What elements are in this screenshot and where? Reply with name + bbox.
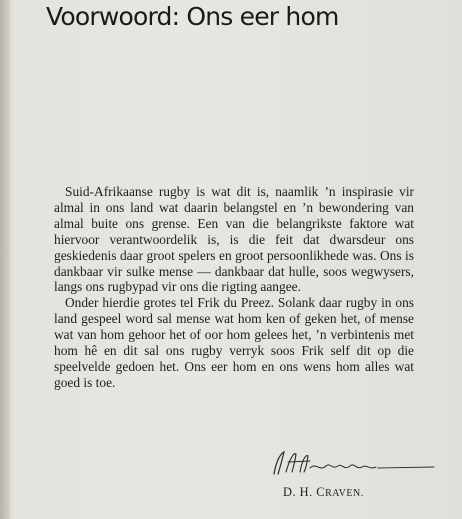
page-gutter — [0, 0, 10, 519]
signatory-name-rest: RAVEN. — [325, 488, 364, 499]
signatory-name-initials: D. H. C — [283, 485, 326, 499]
paragraph-2: Onder hierdie grotes tel Frik du Preez. Solank daar rugby in ons land gespeel word sal mense wat hom ken of geken het, of mense wat van hom gehoor het of oor hom gelees het, ’n verbintenis met hom hê en dit sal ons rugby verryk soos Frik self dit op die speelvelde gedoen het. Ons eer hom en ons wens hom alles wat goed is toe. — [54, 295, 414, 390]
signatory-name — [283, 485, 364, 500]
foreword-body — [54, 184, 414, 391]
page-heading: Voorwoord: Ons eer hom — [46, 2, 339, 31]
handwritten-signature — [266, 444, 436, 480]
paragraph-1: Suid-Afrikaanse rugby is wat dit is, naamlik ’n inspirasie vir almal in ons land wat daarin belangstel en ’n bewondering van almal buite ons grense. Een van die belangrikste faktore wat hiervoor verantwoordelik is, is die feit dat dwarsdeur ons geskiedenis daar groot spelers en groot persoonlikhede was. Ons is dankbaar vir sulke mense — dankbaar dat hulle, soos wegwysers, langs ons rugbypad vir ons die rigting aangee. — [54, 184, 414, 295]
